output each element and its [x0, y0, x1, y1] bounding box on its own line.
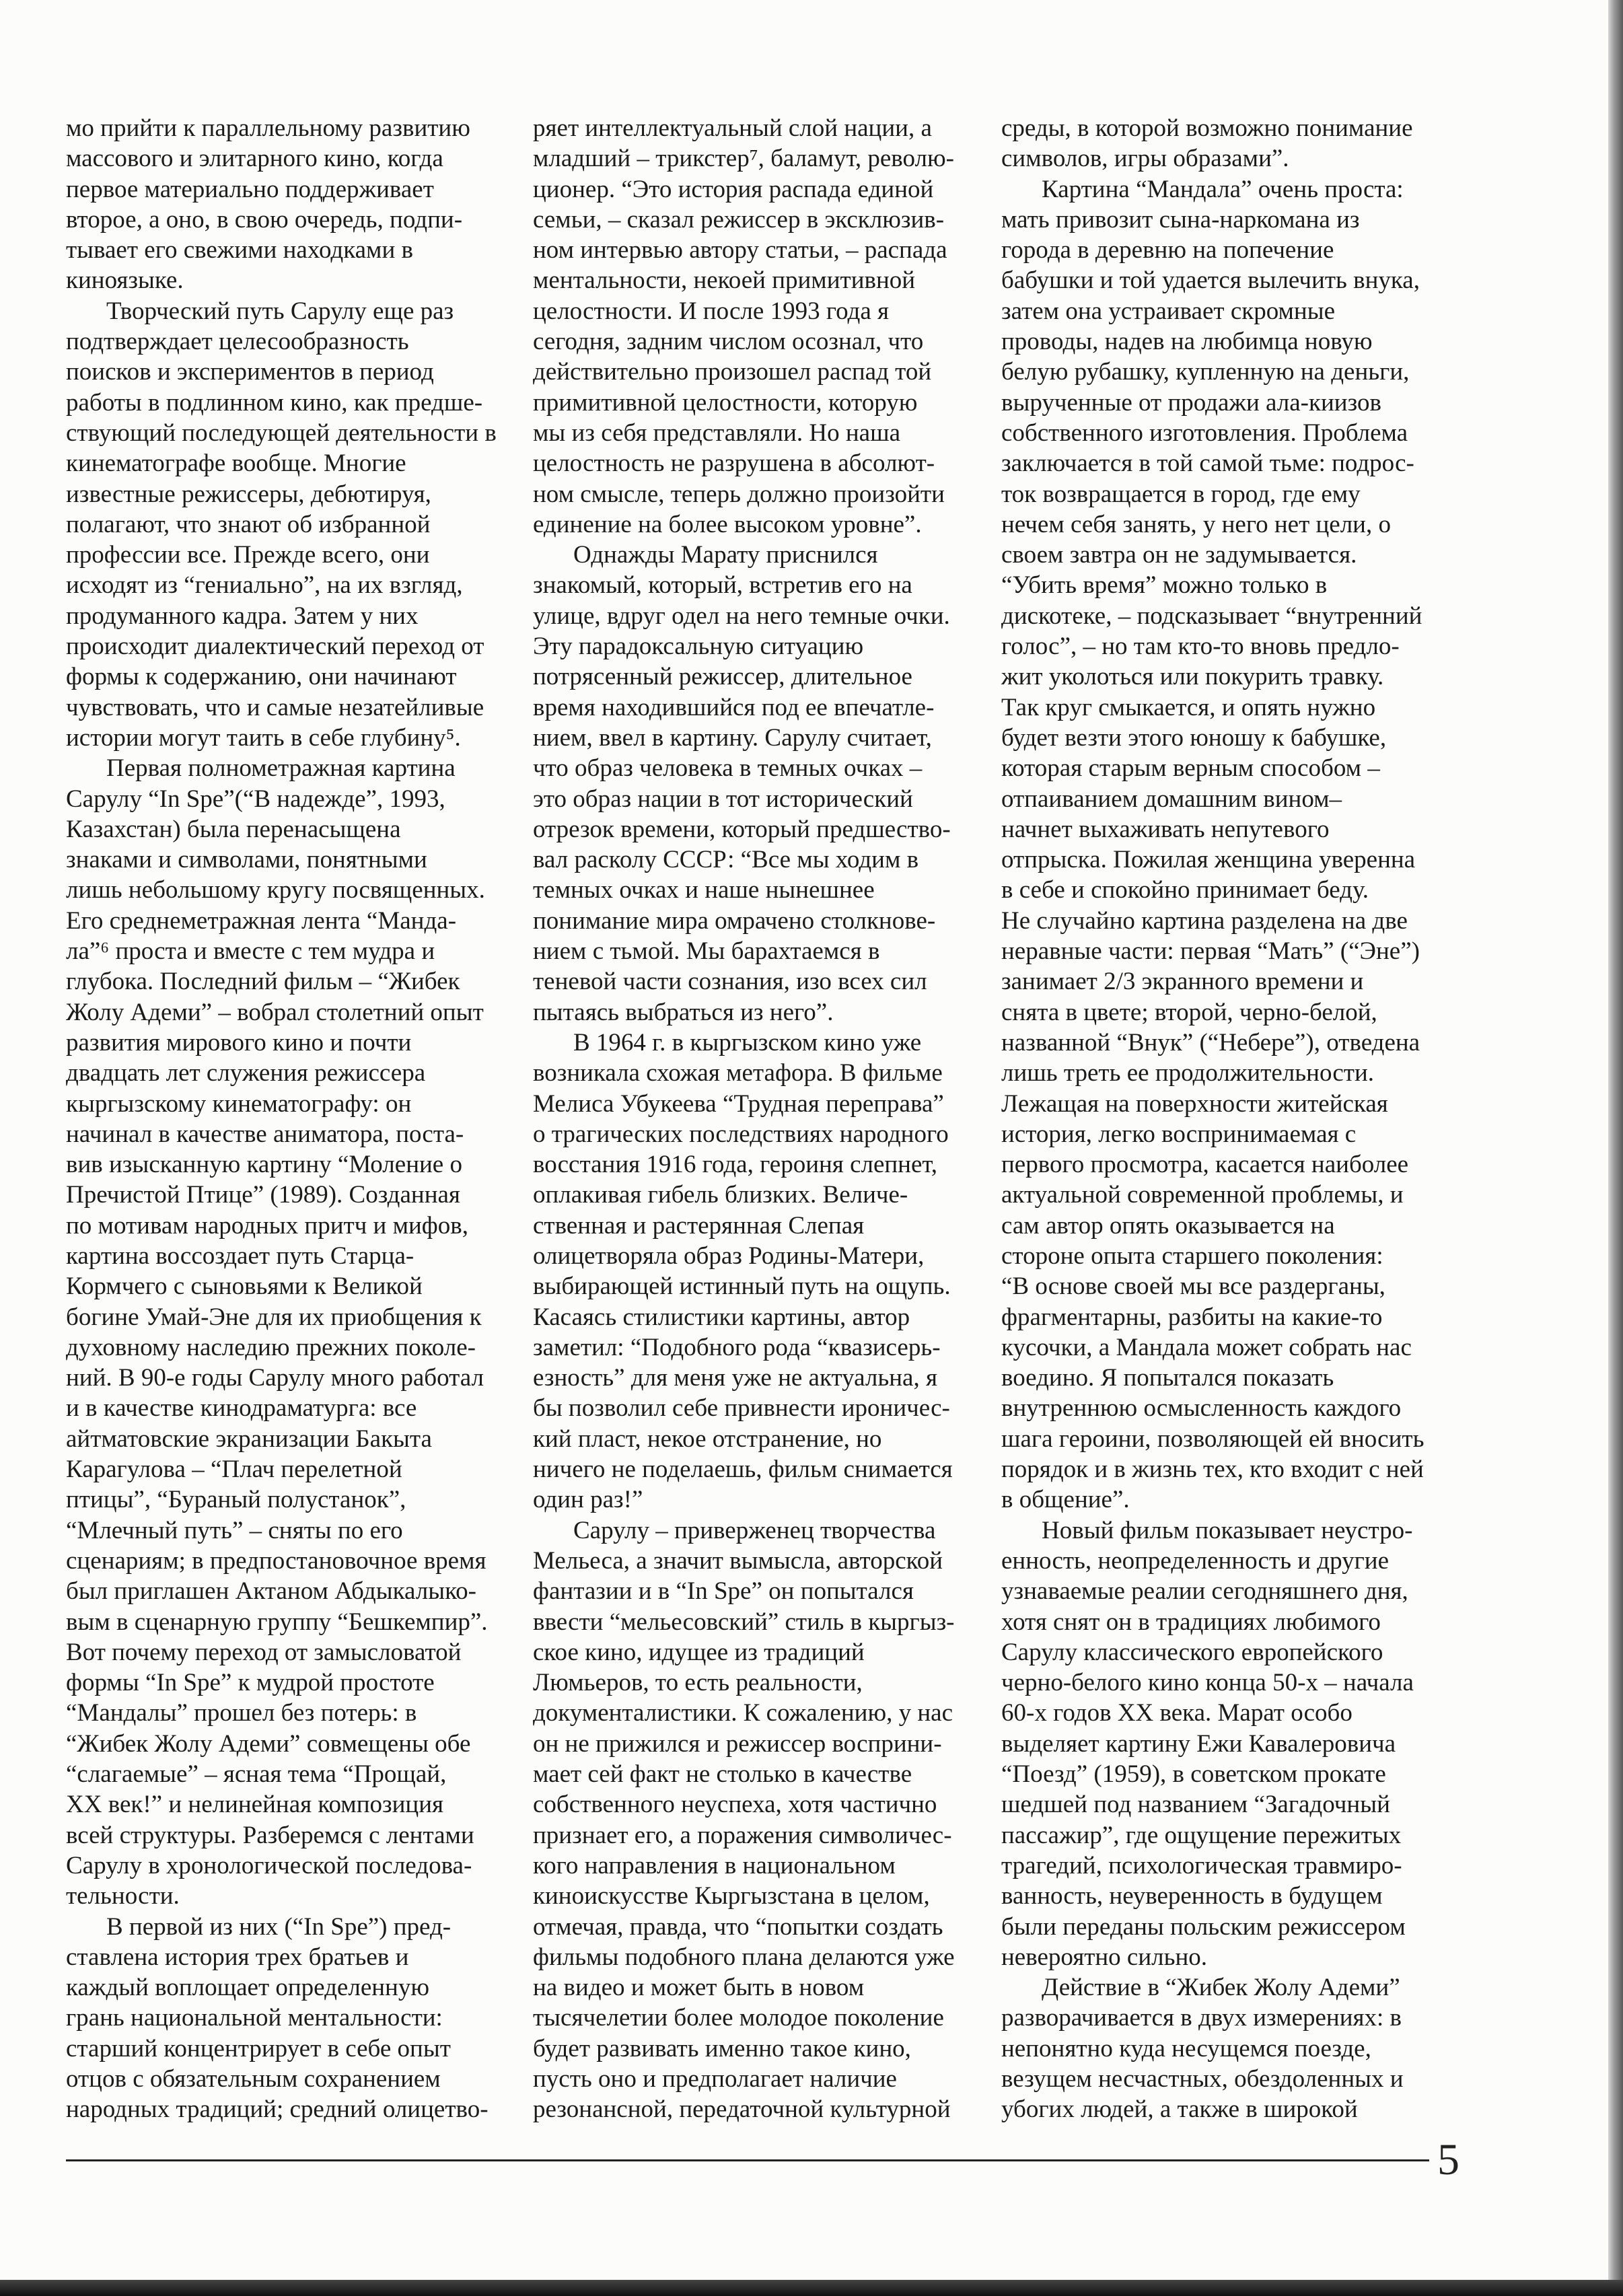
text-line: будет везти этого юношу к бабушке,: [1001, 723, 1387, 752]
text-line: Мельеса, а значит вымысла, авторской: [533, 1546, 943, 1575]
text-line: собственного неуспеха, хотя частично: [533, 1791, 937, 1819]
text-line: каждый воплощает определенную: [66, 1974, 429, 2002]
text-column-3: [1001, 113, 1445, 2125]
text-line: везущем несчастных, обездоленных и: [1001, 2065, 1404, 2093]
text-line: мо прийти к параллельному развитию: [66, 114, 470, 142]
text-column-2: [533, 113, 977, 2125]
text-line: заметил: “Подобного рода “квазисерь-: [533, 1333, 941, 1361]
text-line: Касаясь стилистики картины, автор: [533, 1303, 910, 1331]
text-line: двадцать лет служения режиссера: [66, 1059, 426, 1087]
footer-rule: [66, 2159, 1429, 2161]
text-line: невероятно сильно.: [1001, 1943, 1208, 1971]
text-line: всей структуры. Разберемся с лентами: [66, 1821, 474, 1849]
text-line: он не прижился и режиссер восприни-: [533, 1729, 942, 1758]
text-line: “слагаемые” – ясная тема “Прощай,: [66, 1760, 447, 1789]
text-line: кого направления в национальном: [533, 1851, 896, 1879]
text-line: целостности. И после 1993 года я: [533, 297, 890, 325]
text-line: Его среднеметражная лента “Манда-: [66, 906, 457, 935]
text-line: жит уколоться или покурить травку.: [1001, 663, 1384, 691]
paragraph: [66, 113, 510, 296]
text-line: лишь небольшому кругу посвященных.: [66, 876, 485, 904]
text-line: духовному наследию прежних поколе-: [66, 1333, 476, 1361]
text-line: в себе и спокойно принимает беду.: [1001, 876, 1369, 904]
text-line: бабушки и той удается вылечить внука,: [1001, 266, 1420, 295]
text-line: целостность не разрушена в абсолют-: [533, 450, 935, 478]
text-line: ном смысле, теперь должно произойти: [533, 480, 945, 508]
text-line: “Млечный путь” – сняты по его: [66, 1516, 403, 1544]
text-line: XX век!” и нелинейная композиция: [66, 1791, 444, 1819]
text-line: нием с тьмой. Мы барахтаемся в: [533, 937, 880, 966]
text-line: время находившийся под ее впечатле-: [533, 693, 935, 721]
text-line: тысячелетии более молодое поколение: [533, 2004, 944, 2032]
text-line: вив изысканную картину “Моление о: [66, 1151, 462, 1179]
text-line: мы из себя представляли. Но наша: [533, 419, 901, 447]
text-line: фантазии и в “In Spe” он попытался: [533, 1577, 914, 1606]
text-line: действительно произошел распад той: [533, 358, 932, 386]
text-line: начинал в качестве аниматора, поста-: [66, 1120, 464, 1148]
paragraph: [1001, 1515, 1445, 1972]
text-line: занимает 2/3 экранного времени и: [1001, 968, 1364, 996]
text-line: олицетворяла образ Родины-Матери,: [533, 1242, 925, 1270]
text-line: убогих людей, а также в широкой: [1001, 2095, 1358, 2124]
text-line: Жолу Адеми” – вобрал столетний опыт: [66, 998, 484, 1026]
text-line: ставлена история трех братьев и: [66, 1943, 409, 1971]
text-line: которая старым верным способом –: [1001, 754, 1380, 783]
text-line: восстания 1916 года, героиня слепнет,: [533, 1151, 938, 1179]
text-line: выбирающей истинный путь на ощупь.: [533, 1272, 951, 1301]
text-line: непонятно куда несущемся поезде,: [1001, 2034, 1371, 2062]
text-line: Сарулу – приверженец творчества: [573, 1516, 936, 1544]
text-line: отрезок времени, который предшество-: [533, 815, 951, 843]
text-line: символов, игры образами”.: [1001, 145, 1289, 173]
text-line: мать привозит сына-наркомана из: [1001, 205, 1360, 234]
text-line: кыргызскому кинематографу: он: [66, 1089, 412, 1118]
text-line: Казахстан) была перенасыщена: [66, 815, 401, 843]
text-line: картина воссоздает путь Старца-: [66, 1242, 414, 1270]
text-line: внутреннюю осмысленность каждого: [1001, 1394, 1402, 1423]
text-line: возникала схожая метафора. В фильме: [533, 1059, 943, 1087]
text-line: первого просмотра, касается наиболее: [1001, 1151, 1409, 1179]
text-line: вым в сценарную группу “Бешкемпир”.: [66, 1608, 488, 1636]
text-line: Первая полнометражная картина: [106, 754, 456, 783]
text-line: истории могут таить в себе глубину⁵.: [66, 723, 461, 752]
text-line: “Поезд” (1959), в советском прокате: [1001, 1760, 1386, 1789]
text-line: будет развивать именно такое кино,: [533, 2034, 911, 2062]
text-line: белую рубашку, купленную на деньги,: [1001, 358, 1410, 386]
text-line: массового и элитарного кино, когда: [66, 145, 443, 173]
text-line: названной “Внук” (“Небере”), отведена: [1001, 1028, 1420, 1056]
text-line: и в качестве кинодраматурга: все: [66, 1394, 417, 1423]
text-line: Сарулу классического европейского: [1001, 1638, 1383, 1666]
text-line: формы “In Spe” к мудрой простоте: [66, 1669, 435, 1697]
text-line: ванность, неуверенность в будущем: [1001, 1882, 1383, 1910]
scanner-edge-right: [1608, 0, 1623, 2296]
text-line: история, легко воспринимаемая с: [1001, 1120, 1357, 1148]
text-line: пассажир”, где ощущение пережитых: [1001, 1821, 1402, 1849]
text-line: Лежащая на поверхности житейская: [1001, 1089, 1388, 1118]
text-line: “Убить время” можно только в: [1001, 571, 1328, 600]
text-line: 60-х годов XX века. Марат особо: [1001, 1699, 1352, 1727]
scanner-edge-bottom: [0, 2280, 1623, 2296]
text-line: шага героини, позволяющей ей вносить: [1001, 1425, 1424, 1453]
text-line: среды, в которой возможно понимание: [1001, 114, 1413, 142]
text-line: формы к содержанию, они начинают: [66, 663, 457, 691]
text-line: документалистики. К сожалению, у нас: [533, 1699, 953, 1727]
text-line: о трагических последствиях народного: [533, 1120, 949, 1148]
text-line: Не случайно картина разделена на две: [1001, 906, 1408, 935]
text-line: вал расколу СССР: “Все мы ходим в: [533, 846, 919, 874]
page-number: 5: [1437, 2135, 1459, 2184]
text-line: ном интервью автору статьи, – распада: [533, 236, 947, 264]
text-line: это образ нации в тот исторический: [533, 785, 913, 813]
text-line: собственного изготовления. Проблема: [1001, 419, 1408, 447]
text-line: Однажды Марату приснился: [573, 541, 878, 569]
text-line: сценариям; в предпостановочное время: [66, 1546, 486, 1575]
text-line: Кормчего с сыновьями к Великой: [66, 1272, 423, 1301]
text-line: в общение”.: [1001, 1486, 1130, 1514]
text-line: киноискусстве Кыргызстана в целом,: [533, 1882, 930, 1910]
text-line: шедшей под названием “Загадочный: [1001, 1791, 1390, 1819]
text-line: актуальной современной проблемы, и: [1001, 1181, 1404, 1209]
text-line: езность” для меня уже не актуальна, я: [533, 1364, 937, 1392]
text-line: тельности.: [66, 1882, 180, 1910]
text-line: ничего не поделаешь, фильм снимается: [533, 1456, 953, 1484]
text-line: потрясенный режиссер, длительное: [533, 663, 912, 691]
text-line: лишь треть ее продолжительности.: [1001, 1059, 1375, 1087]
text-line: проводы, надев на любимца новую: [1001, 328, 1373, 356]
text-line: Действие в “Жибек Жолу Адеми”: [1042, 1974, 1400, 2002]
text-line: Так круг смыкается, и опять нужно: [1001, 693, 1376, 721]
text-line: старший концентрирует в себе опыт: [66, 2034, 451, 2062]
text-line: понимание мира омрачено столкнове-: [533, 906, 936, 935]
text-line: узнаваемые реалии сегодняшнего дня,: [1001, 1577, 1408, 1606]
text-line: резонансной, передаточной культурной: [533, 2095, 951, 2124]
text-line: ввести “мельесовский” стиль в кыргыз-: [533, 1608, 955, 1636]
text-line: отцов с обязательным сохранением: [66, 2065, 441, 2093]
text-line: сегодня, задним числом осознал, что: [533, 328, 924, 356]
text-line: пытаясь выбраться из него”.: [533, 998, 834, 1026]
text-line: мает сей факт не столько в качестве: [533, 1760, 912, 1789]
text-line: порядок и в жизнь тех, кто входит с ней: [1001, 1456, 1424, 1484]
text-line: фрагментарны, разбиты на какие-то: [1001, 1303, 1383, 1331]
text-line: знакомый, который, встретив его на: [533, 571, 912, 600]
text-line: снята в цвете; второй, черно-белой,: [1001, 998, 1377, 1026]
text-line: были переданы польским режиссером: [1001, 1912, 1406, 1941]
text-line: Картина “Мандала” очень проста:: [1042, 175, 1404, 203]
text-line: отпрыска. Пожилая женщина уверенна: [1001, 846, 1416, 874]
text-line: на видео и может быть в новом: [533, 1974, 865, 2002]
text-column-1: [66, 113, 510, 2125]
text-line: младший – трикстер⁷, баламут, револю-: [533, 145, 954, 173]
text-line: В 1964 г. в кыргызском кино уже: [573, 1028, 922, 1056]
text-line: тывает его свежими находками в: [66, 236, 413, 264]
text-line: ское кино, идущее из традиций: [533, 1638, 865, 1666]
text-line: отпаиванием домашним вином–: [1001, 785, 1342, 813]
text-line: Вот почему переход от замысловатой: [66, 1638, 462, 1666]
text-line: Карагулова – “Плач перелетной: [66, 1456, 402, 1484]
text-line: стороне опыта старшего поколения:: [1001, 1242, 1383, 1270]
text-line: происходит диалектический переход от: [66, 633, 484, 661]
paragraph: [1001, 113, 1445, 174]
text-line: черно-белого кино конца 50-х – начала: [1001, 1669, 1414, 1697]
text-line: дискотеке, – подсказывает “внутренний: [1001, 602, 1422, 630]
text-line: улице, вдруг одел на него темные очки.: [533, 602, 950, 630]
text-line: начнет выхаживать непутевого: [1001, 815, 1330, 843]
text-line: “Жибек Жолу Адеми” совмещены обе: [66, 1729, 471, 1758]
text-line: второе, а оно, в свою очередь, подпи-: [66, 205, 463, 234]
text-line: чувствовать, что и самые незатейливые: [66, 693, 484, 721]
text-line: богине Умай-Эне для их приобщения к: [66, 1303, 482, 1331]
text-line: голос”, – но там кто-то вновь предло-: [1001, 633, 1400, 661]
text-line: Пречистой Птице” (1989). Созданная: [66, 1181, 460, 1209]
text-line: разворачивается в двух измерениях: в: [1001, 2004, 1402, 2032]
text-line: птицы”, “Бураный полустанок”,: [66, 1486, 406, 1514]
text-line: города в деревню на попечение: [1001, 236, 1334, 264]
paragraph: [66, 753, 510, 1911]
text-line: своем завтра он не задумывается.: [1001, 541, 1357, 569]
text-line: профессии все. Прежде всего, они: [66, 541, 430, 569]
text-line: вырученные от продажи ала-киизов: [1001, 388, 1381, 417]
text-line: заключается в той самой тьме: подрос-: [1001, 450, 1414, 478]
text-line: грань национальной ментальности:: [66, 2004, 443, 2032]
paragraph: [533, 1515, 977, 2125]
text-line: ряет интеллектуальный слой нации, а: [533, 114, 932, 142]
text-line: киноязыке.: [66, 266, 184, 295]
text-line: “В основе своей мы все раздерганы,: [1001, 1272, 1385, 1301]
paragraph: [66, 296, 510, 753]
text-line: известные режиссеры, дебютируя,: [66, 480, 431, 508]
text-line: ментальности, некоей примитивной: [533, 266, 916, 295]
paragraph: [533, 113, 977, 540]
text-line: глубока. Последний фильм – “Жибек: [66, 968, 460, 996]
text-line: Мелиса Убукеева “Трудная переправа”: [533, 1089, 944, 1118]
text-line: пусть оно и предполагает наличие: [533, 2065, 897, 2093]
text-line: ток возвращается в город, где ему: [1001, 480, 1361, 508]
paragraph: [533, 1028, 977, 1515]
text-line: Творческий путь Сарулу еще раз: [106, 297, 454, 325]
text-line: кий пласт, некое отстранение, но: [533, 1425, 882, 1453]
text-line: ционер. “Это история распада единой: [533, 175, 934, 203]
text-line: ний. В 90-е годы Сарулу много работал: [66, 1364, 484, 1392]
text-line: Эту парадоксальную ситуацию: [533, 633, 864, 661]
text-line: выделяет картину Ежи Кавалеровича: [1001, 1729, 1396, 1758]
text-line: неравные части: первая “Мать” (“Эне”): [1001, 937, 1420, 966]
text-line: народных традиций; средний олицетво-: [66, 2095, 489, 2124]
text-line: первое материально поддерживает: [66, 175, 434, 203]
text-line: поисков и экспериментов в период: [66, 358, 434, 386]
text-line: кинематографе вообще. Многие: [66, 450, 406, 478]
text-line: “Мандалы” прошел без потерь: в: [66, 1699, 417, 1727]
text-line: затем она устраивает скромные: [1001, 297, 1336, 325]
text-line: сам автор опять оказывается на: [1001, 1211, 1335, 1240]
paragraph: [533, 540, 977, 1028]
text-line: нечем себя занять, у него нет цели, о: [1001, 510, 1391, 538]
text-line: Новый фильм показывает неустро-: [1042, 1516, 1413, 1544]
paragraph: [1001, 1972, 1445, 2124]
text-line: работы в подлинном кино, как предше-: [66, 388, 483, 417]
text-line: развития мирового кино и почти: [66, 1028, 412, 1056]
paragraph: [1001, 174, 1445, 1515]
text-line: единение на более высоком уровне”.: [533, 510, 922, 538]
text-line: что образ человека в темных очках –: [533, 754, 923, 783]
text-line: примитивной целостности, которую: [533, 388, 918, 417]
text-line: признает его, а поражения символичес-: [533, 1821, 952, 1849]
text-line: знаками и символами, понятными: [66, 846, 427, 874]
text-line: ла”⁶ проста и вместе с тем мудра и: [66, 937, 435, 966]
text-line: один раз!”: [533, 1486, 643, 1514]
text-line: Сарулу “In Spe”(“В надежде”, 1993,: [66, 785, 445, 813]
text-line: нием, ввел в картину. Сарулу считает,: [533, 723, 932, 752]
text-line: по мотивам народных притч и мифов,: [66, 1211, 468, 1240]
text-line: хотя снят он в традициях любимого: [1001, 1608, 1381, 1636]
text-line: подтверждает целесообразность: [66, 328, 409, 356]
text-line: оплакивая гибель близких. Величе-: [533, 1181, 908, 1209]
text-line: Сарулу в хронологической последова-: [66, 1851, 472, 1879]
text-line: айтматовские экранизации Бакыта: [66, 1425, 432, 1453]
text-line: воедино. Я попытался показать: [1001, 1364, 1334, 1392]
text-line: кусочки, а Мандала может собрать нас: [1001, 1333, 1412, 1361]
text-line: отмечая, правда, что “попытки создать: [533, 1912, 943, 1941]
text-line: фильмы подобного плана делаются уже: [533, 1943, 955, 1971]
text-line: полагают, что знают об избранной: [66, 510, 431, 538]
text-line: исходят из “гениально”, на их взгляд,: [66, 571, 463, 600]
text-line: продуманного кадра. Затем у них: [66, 602, 419, 630]
text-line: Люмьеров, то есть реальности,: [533, 1669, 863, 1697]
text-line: енность, неопределенность и другие: [1001, 1546, 1390, 1575]
text-line: ствующий последующей деятельности в: [66, 419, 497, 447]
text-line: семьи, – сказал режиссер в эксклюзив-: [533, 205, 945, 234]
text-line: В первой из них (“In Spe”) пред-: [106, 1912, 452, 1941]
text-line: теневой части сознания, изо всех сил: [533, 968, 927, 996]
paragraph: [66, 1912, 510, 2125]
text-line: ственная и растерянная Слепая: [533, 1211, 865, 1240]
text-line: темных очках и наше нынешнее: [533, 876, 875, 904]
text-line: был приглашен Актаном Абдыкалыко-: [66, 1577, 476, 1606]
text-line: бы позволил себе привнести ироничес-: [533, 1394, 950, 1423]
text-line: трагедий, психологическая травмиро-: [1001, 1851, 1402, 1879]
